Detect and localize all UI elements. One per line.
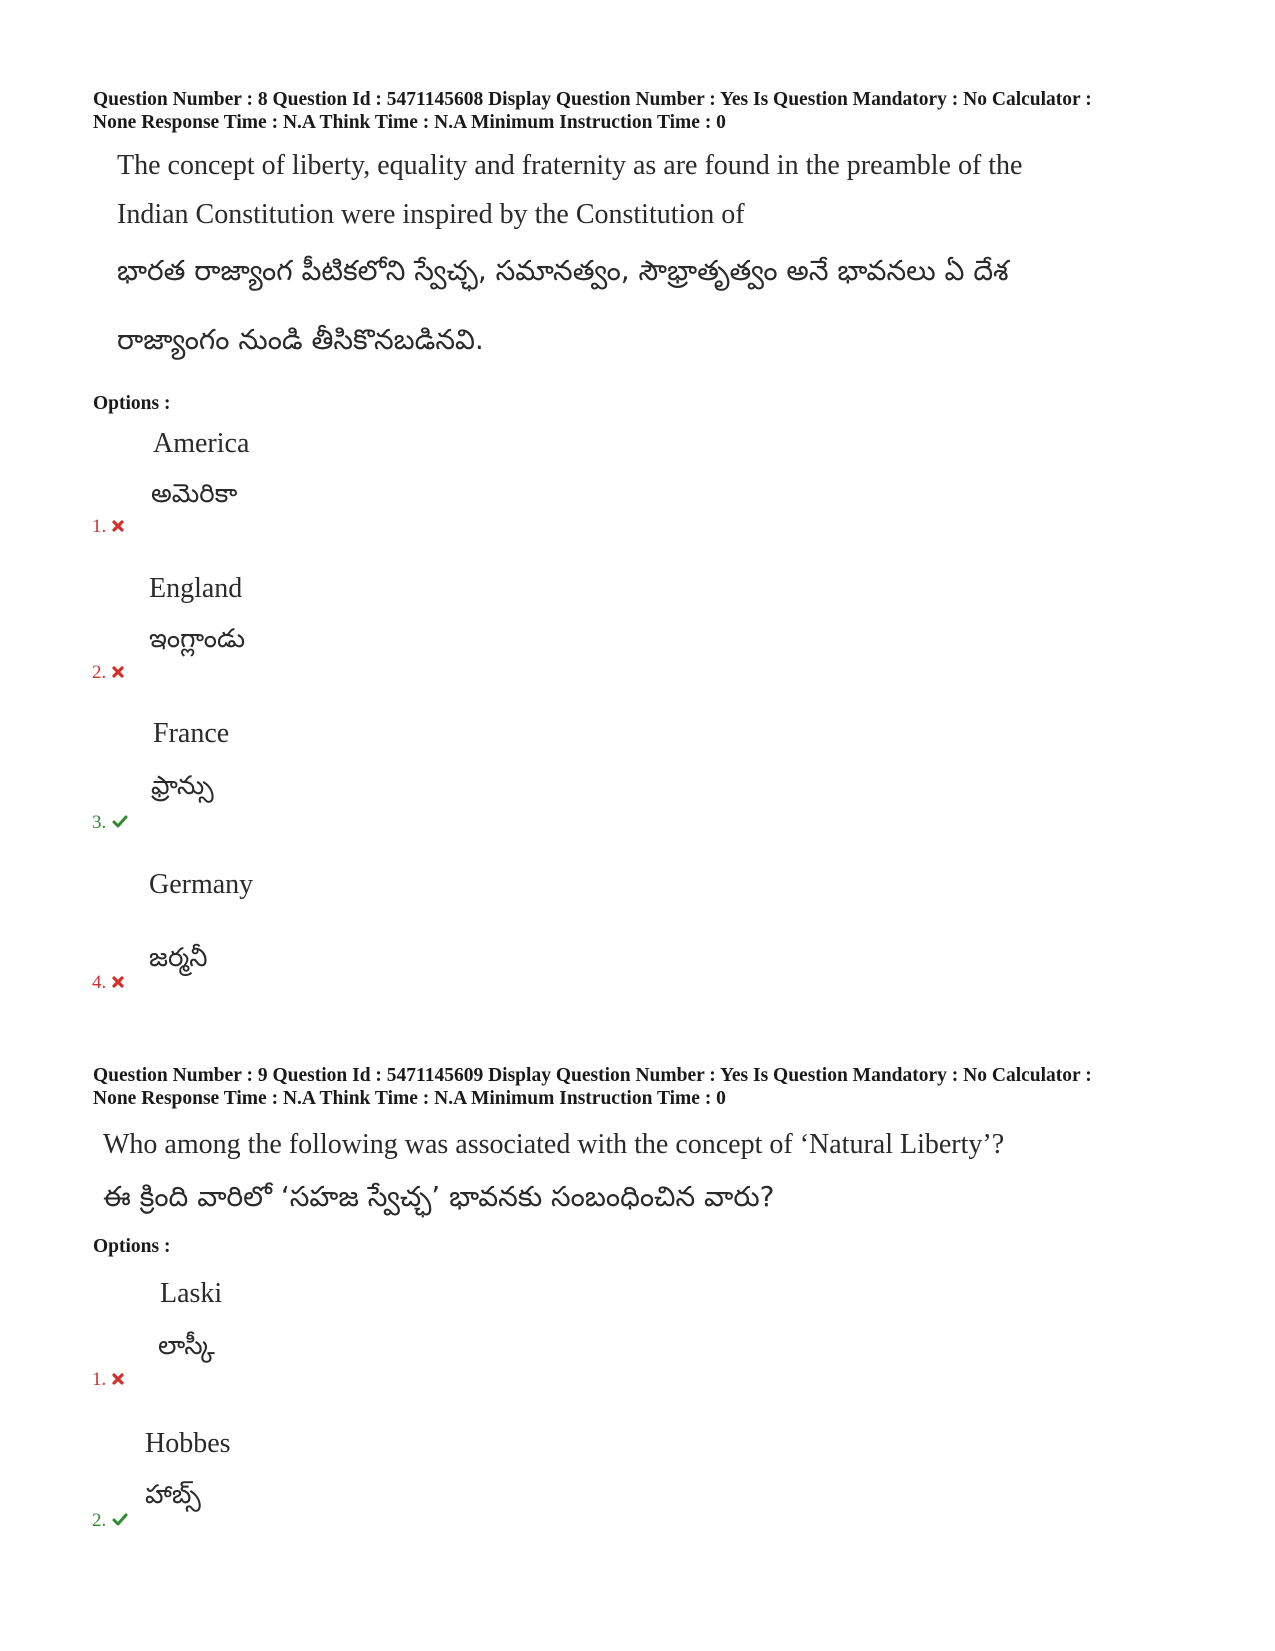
cross-icon [111, 1372, 125, 1386]
check-icon [111, 1513, 129, 1527]
question-meta [93, 88, 1213, 134]
option-text-en: England [149, 573, 243, 604]
option-text-te: అమెరికా [151, 479, 238, 509]
question-meta-line-2: None Response Time : N.A Think Time : N.A Minimum Instruction Time : 0 [93, 1088, 726, 1109]
options-label: Options : [93, 393, 171, 414]
option-text-te: హాబ్స్ [145, 1480, 201, 1510]
question-meta-line-1: Question Number : 9 Question Id : 5471145609 Display Question Number : Yes Is Question Mandatory : No Calculator : [93, 1065, 1092, 1086]
question-meta [93, 1064, 1213, 1110]
cross-icon [111, 665, 125, 679]
option-text-en: Hobbes [145, 1428, 231, 1459]
option-number: 1. [92, 516, 125, 538]
cross-icon [111, 975, 125, 989]
option-text-en: France [153, 718, 230, 749]
question-text-en-line-2: Indian Constitution were inspired by the Constitution of [117, 199, 745, 230]
question-text-en-line-1: The concept of liberty, equality and fraternity as are found in the preamble of the [117, 150, 1023, 181]
question-meta-line-2: None Response Time : N.A Think Time : N.A Minimum Instruction Time : 0 [93, 112, 726, 133]
question-text-te-line-1: ఈ క్రింది వారిలో ‘సహజ స్వేచ్ఛ’ భావనకు సంబంధించిన వారు? [103, 1180, 775, 1213]
check-icon [111, 815, 129, 829]
option-number: 2. [92, 662, 125, 684]
option-number: 3. [92, 812, 129, 834]
option-text-te: ఇంగ్లాండు [149, 624, 246, 654]
option-text-en: America [153, 428, 250, 459]
question-text-en-line-1: Who among the following was associated with the concept of ‘Natural Liberty’? [103, 1129, 1005, 1160]
cross-icon [111, 519, 125, 533]
option-text-te: లాస్కీ [158, 1331, 215, 1361]
question-text-te-line-1: భారత రాజ్యాంగ పీటికలోని స్వేచ్ఛ, సమానత్వం, సౌభ్రాతృత్వం అనే భావనలు ఏ దేశ [117, 254, 1009, 287]
options-label: Options : [93, 1236, 171, 1257]
option-number: 1. [92, 1369, 125, 1391]
option-text-en: Germany [149, 869, 254, 900]
question-text-te-line-2: రాజ్యాంగం నుండి తీసికొనబడినవి. [117, 323, 484, 356]
option-number: 2. [92, 1510, 129, 1532]
question-meta-line-1: Question Number : 8 Question Id : 5471145608 Display Question Number : Yes Is Question Mandatory : No Calculator : [93, 89, 1092, 110]
option-text-en: Laski [160, 1278, 223, 1309]
option-text-te: ఫ్రాన్సు [151, 771, 214, 801]
option-text-te: జర్మనీ [149, 943, 208, 973]
option-number: 4. [92, 972, 125, 994]
